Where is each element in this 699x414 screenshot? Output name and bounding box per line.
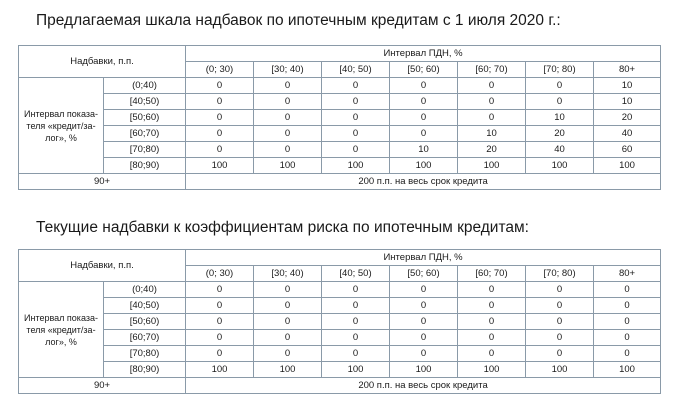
value-cell: 0: [594, 282, 661, 298]
value-cell: 0: [322, 298, 390, 314]
value-cell: 0: [186, 314, 254, 330]
value-cell: 0: [390, 298, 458, 314]
value-cell: 0: [254, 282, 322, 298]
value-cell: 60: [594, 142, 661, 158]
table-row: [19, 346, 661, 362]
value-cell: 100: [458, 158, 526, 174]
ltv-interval-label: Интервал показа-теля «кредит/за-лог», %: [19, 78, 104, 174]
value-cell: 0: [594, 330, 661, 346]
table-row: [19, 94, 661, 110]
value-cell: 10: [458, 126, 526, 142]
value-cell: 0: [390, 126, 458, 142]
pdn-column-header: 80+: [594, 266, 661, 282]
pdn-column-header: [40; 50): [322, 62, 390, 78]
value-cell: 100: [390, 362, 458, 378]
table-row: [19, 330, 661, 346]
current-surcharge-title: Текущие надбавки к коэффициентам риска по ипотечным кредитам:: [36, 219, 529, 236]
table-row: [19, 78, 661, 94]
value-cell: 100: [186, 158, 254, 174]
value-cell: 0: [458, 314, 526, 330]
value-cell: 0: [594, 314, 661, 330]
pdn-column-header: [70; 80): [526, 62, 594, 78]
ltv-interval-cell: (0;40): [104, 282, 186, 298]
ltv-interval-cell: [70;80): [104, 346, 186, 362]
pdn-interval-header: Интервал ПДН, %: [186, 250, 661, 266]
pdn-column-header: [70; 80): [526, 266, 594, 282]
ltv-interval-cell: (0;40): [104, 78, 186, 94]
value-cell: 0: [458, 330, 526, 346]
value-cell: 0: [526, 298, 594, 314]
pdn-column-header: (0; 30): [186, 62, 254, 78]
value-cell: 0: [322, 110, 390, 126]
value-cell: 0: [458, 346, 526, 362]
value-cell: 0: [594, 298, 661, 314]
value-cell: 0: [390, 330, 458, 346]
value-cell: 10: [594, 78, 661, 94]
value-cell: 0: [186, 110, 254, 126]
value-cell: 0: [254, 94, 322, 110]
pdn-column-header: [50; 60): [390, 62, 458, 78]
value-cell: 40: [526, 142, 594, 158]
value-cell: 40: [594, 126, 661, 142]
value-cell: 0: [390, 110, 458, 126]
value-cell: 0: [322, 330, 390, 346]
value-cell: 0: [254, 126, 322, 142]
pdn-interval-header: Интервал ПДН, %: [186, 46, 661, 62]
value-cell: 0: [186, 126, 254, 142]
value-cell: 0: [526, 282, 594, 298]
value-cell: 0: [322, 314, 390, 330]
value-cell: 0: [526, 314, 594, 330]
value-cell: 0: [254, 78, 322, 94]
value-cell: 100: [390, 158, 458, 174]
ltv-90-plus-label: 90+: [19, 174, 186, 190]
value-cell: 0: [186, 282, 254, 298]
value-cell: 0: [390, 314, 458, 330]
value-cell: 0: [322, 282, 390, 298]
ltv-interval-cell: [80;90): [104, 158, 186, 174]
ltv-interval-cell: [60;70): [104, 330, 186, 346]
value-cell: 100: [594, 158, 661, 174]
pdn-column-header: 80+: [594, 62, 661, 78]
pdn-column-header: [30; 40): [254, 266, 322, 282]
value-cell: 20: [458, 142, 526, 158]
table-row: [19, 298, 661, 314]
value-cell: 0: [322, 346, 390, 362]
ltv-interval-label: Интервал показа-теля «кредит/за-лог», %: [19, 282, 104, 378]
value-cell: 0: [594, 346, 661, 362]
value-cell: 100: [526, 362, 594, 378]
value-cell: 0: [186, 346, 254, 362]
table-row: [19, 142, 661, 158]
pdn-column-header: [50; 60): [390, 266, 458, 282]
value-cell: 100: [458, 362, 526, 378]
ltv-interval-cell: [50;60): [104, 314, 186, 330]
value-cell: 100: [322, 158, 390, 174]
value-cell: 0: [458, 282, 526, 298]
value-cell: 10: [526, 110, 594, 126]
value-cell: 0: [254, 314, 322, 330]
value-cell: 100: [526, 158, 594, 174]
value-cell: 0: [254, 346, 322, 362]
current-surcharge-table: [18, 249, 661, 394]
value-cell: 0: [254, 110, 322, 126]
value-cell: 0: [322, 94, 390, 110]
value-cell: 0: [322, 126, 390, 142]
ltv-interval-cell: [60;70): [104, 126, 186, 142]
table-row: [19, 282, 661, 298]
table-row: [19, 158, 661, 174]
pdn-column-header: [40; 50): [322, 266, 390, 282]
value-cell: 0: [458, 94, 526, 110]
pdn-column-header: [60; 70): [458, 62, 526, 78]
value-cell: 0: [390, 94, 458, 110]
value-cell: 0: [390, 282, 458, 298]
value-cell: 100: [594, 362, 661, 378]
proposed-scale-title: Предлагаемая шкала надбавок по ипотечным кредитам с 1 июля 2020 г.:: [36, 12, 561, 29]
corner-label: Надбавки, п.п.: [19, 250, 186, 282]
ltv-90-plus-value: 200 п.п. на весь срок кредита: [186, 378, 661, 394]
value-cell: 0: [322, 78, 390, 94]
table-row: [19, 174, 661, 190]
value-cell: 100: [254, 362, 322, 378]
ltv-interval-cell: [70;80): [104, 142, 186, 158]
value-cell: 0: [254, 298, 322, 314]
value-cell: 0: [458, 78, 526, 94]
table-row: [19, 314, 661, 330]
value-cell: 20: [526, 126, 594, 142]
value-cell: 0: [254, 142, 322, 158]
ltv-interval-cell: [50;60): [104, 110, 186, 126]
ltv-90-plus-value: 200 п.п. на весь срок кредита: [186, 174, 661, 190]
value-cell: 0: [526, 94, 594, 110]
value-cell: 100: [254, 158, 322, 174]
pdn-column-header: (0; 30): [186, 266, 254, 282]
value-cell: 0: [390, 346, 458, 362]
value-cell: 0: [186, 78, 254, 94]
value-cell: 10: [594, 94, 661, 110]
value-cell: 0: [186, 94, 254, 110]
ltv-interval-cell: [40;50): [104, 94, 186, 110]
value-cell: 0: [390, 78, 458, 94]
ltv-90-plus-label: 90+: [19, 378, 186, 394]
table-row: [19, 126, 661, 142]
value-cell: 100: [186, 362, 254, 378]
value-cell: 0: [458, 110, 526, 126]
value-cell: 0: [526, 330, 594, 346]
table-row: [19, 110, 661, 126]
value-cell: 20: [594, 110, 661, 126]
table-row: [19, 378, 661, 394]
corner-label: Надбавки, п.п.: [19, 46, 186, 78]
pdn-column-header: [60; 70): [458, 266, 526, 282]
value-cell: 0: [254, 330, 322, 346]
value-cell: 0: [458, 298, 526, 314]
ltv-interval-cell: [40;50): [104, 298, 186, 314]
value-cell: 0: [186, 330, 254, 346]
value-cell: 0: [526, 78, 594, 94]
value-cell: 0: [186, 142, 254, 158]
value-cell: 0: [186, 298, 254, 314]
pdn-column-header: [30; 40): [254, 62, 322, 78]
ltv-interval-cell: [80;90): [104, 362, 186, 378]
table-row: [19, 362, 661, 378]
value-cell: 0: [526, 346, 594, 362]
value-cell: 10: [390, 142, 458, 158]
value-cell: 0: [322, 142, 390, 158]
value-cell: 100: [322, 362, 390, 378]
proposed-surcharge-table: [18, 45, 661, 190]
